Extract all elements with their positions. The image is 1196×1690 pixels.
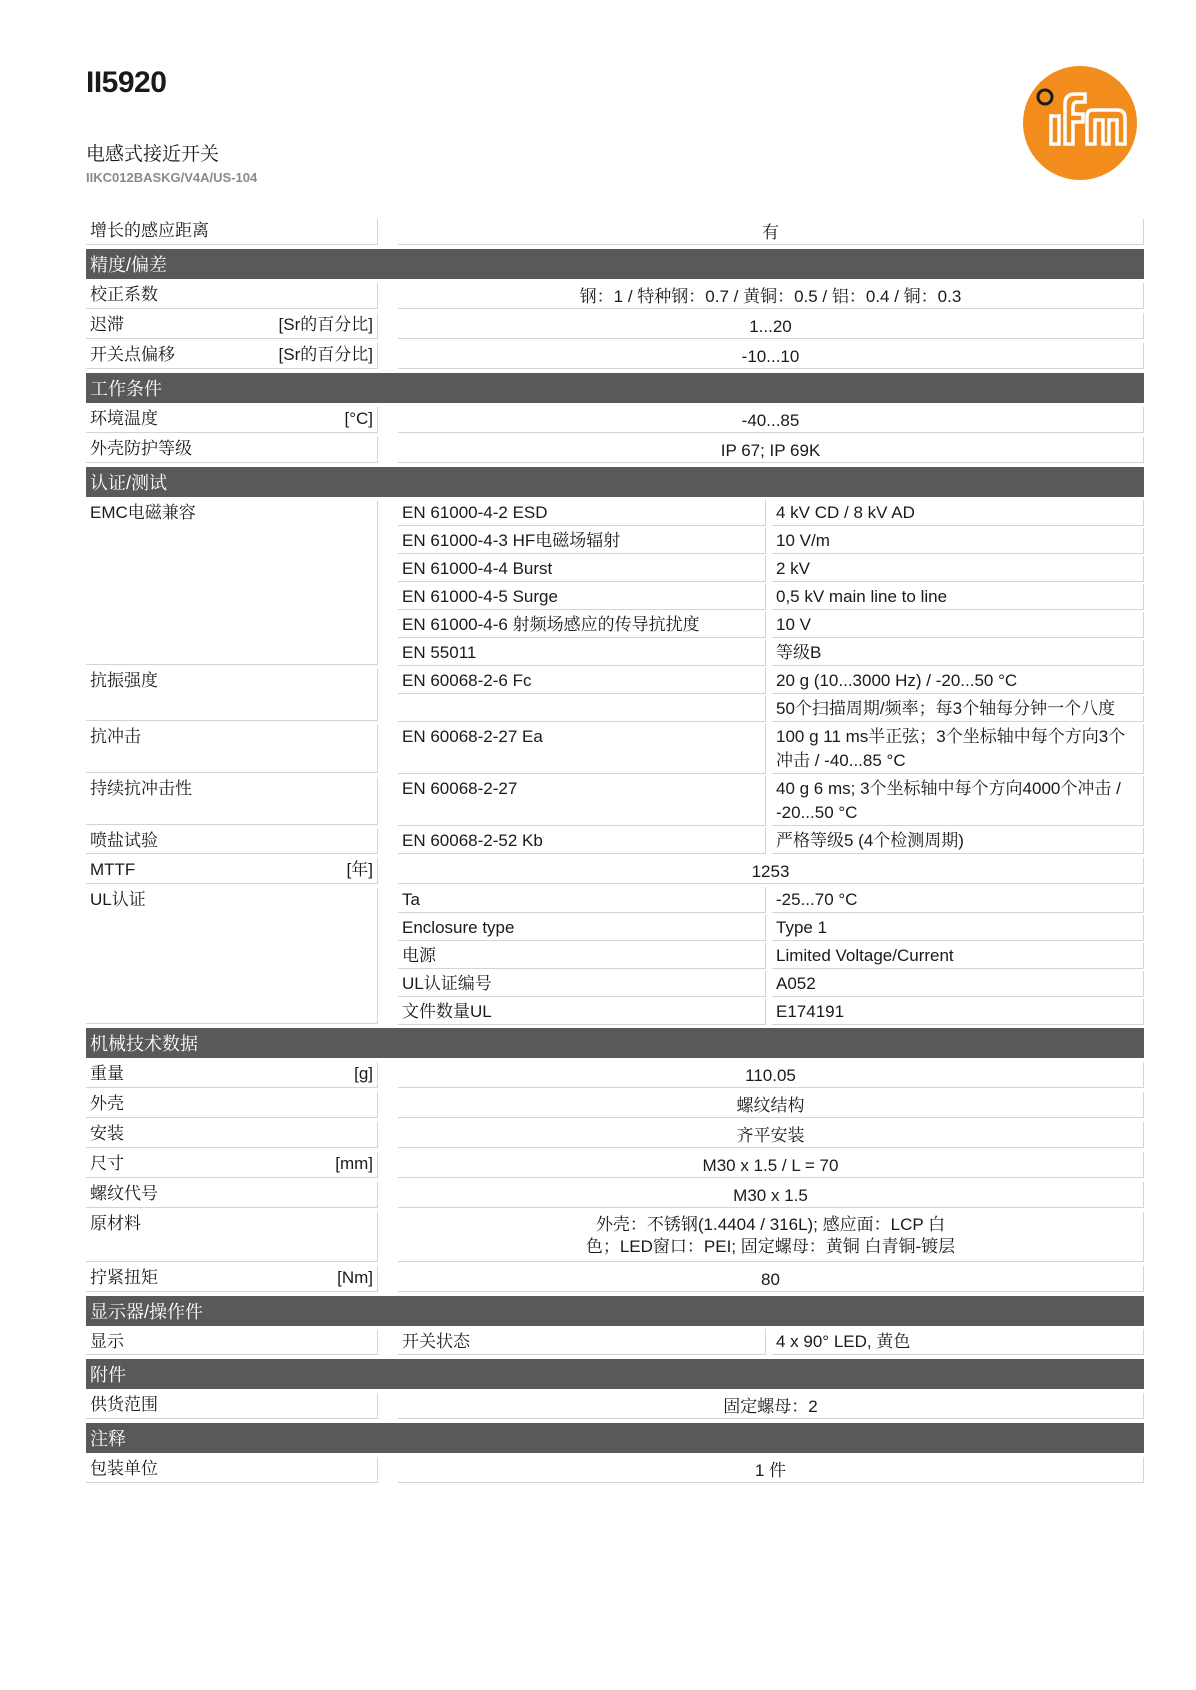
sub-row <box>398 555 1144 583</box>
label-text: MTTF <box>90 860 136 879</box>
spec-group-display <box>86 1328 1144 1357</box>
row-value: -10...10 <box>398 343 1144 369</box>
group-label: UL认证 <box>86 888 378 1024</box>
value-cell: 4 x 90° LED, 黄色 <box>772 1329 1144 1355</box>
spec-table <box>86 217 1144 1485</box>
row-label: 原材料 <box>86 1212 378 1262</box>
value-cell: 2 kV <box>772 556 1144 582</box>
sub-row <box>398 527 1144 555</box>
sub-row <box>398 1328 1144 1356</box>
row-label <box>86 313 378 339</box>
label-text: 环境温度 <box>90 409 158 428</box>
row-value <box>398 1212 1144 1262</box>
row-value: M30 x 1.5 <box>398 1182 1144 1208</box>
spec-row <box>86 1180 1144 1210</box>
label-text: 开关点偏移 <box>90 345 175 364</box>
spec-row <box>86 1120 1144 1150</box>
spec-row <box>86 281 1144 311</box>
value-cell: Type 1 <box>772 915 1144 941</box>
standard-cell: Ta <box>398 887 766 913</box>
standard-cell: 文件数量UL <box>398 999 766 1025</box>
row-label <box>86 1182 378 1208</box>
section-header-mechanical: 机械技术数据 <box>86 1028 1144 1058</box>
unit-text: [年] <box>346 860 373 879</box>
spec-row <box>86 341 1144 371</box>
value-cell: 0,5 kV main line to line <box>772 584 1144 610</box>
row-value: 固定螺母：2 <box>398 1393 1144 1419</box>
spec-row <box>86 1391 1144 1421</box>
material-line: 外壳：不锈钢(1.4404 / 316L); 感应面：LCP 白 <box>595 1215 946 1234</box>
row-value: 1...20 <box>398 313 1144 339</box>
sub-row <box>398 775 1144 827</box>
row-value: 钢：1 / 特种钢：0.7 / 黄铜：0.5 / 铝：0.4 / 铜：0.3 <box>398 283 1144 309</box>
group-label: 抗振强度 <box>86 669 378 721</box>
standard-cell: EN 60068-2-52 Kb <box>398 828 766 854</box>
group-label: 喷盐试验 <box>86 829 378 854</box>
group-cells <box>398 723 1144 775</box>
row-value: IP 67; IP 69K <box>398 437 1144 463</box>
section-header-accessories: 附件 <box>86 1359 1144 1389</box>
standard-cell <box>398 696 766 722</box>
label-text: 外壳 <box>90 1094 124 1113</box>
sub-row <box>398 695 1144 723</box>
standard-cell: EN 60068-2-6 Fc <box>398 668 766 694</box>
value-cell: -25...70 °C <box>772 887 1144 913</box>
label-text: 螺纹代号 <box>90 1184 158 1203</box>
standard-cell: 开关状态 <box>398 1329 766 1355</box>
spec-row-material <box>86 1210 1144 1264</box>
row-value: 有 <box>398 219 1144 245</box>
row-label <box>86 1152 378 1178</box>
unit-text: [Nm] <box>337 1268 373 1287</box>
row-value: M30 x 1.5 / L = 70 <box>398 1152 1144 1178</box>
sub-row <box>398 886 1144 914</box>
group-cells <box>398 775 1144 827</box>
spec-row <box>86 1090 1144 1120</box>
spec-group-salt-spray <box>86 827 1144 856</box>
spec-row <box>86 435 1144 465</box>
section-header-tests: 认证/测试 <box>86 467 1144 497</box>
row-value: 齐平安装 <box>398 1122 1144 1148</box>
row-label <box>86 1122 378 1148</box>
unit-text: [Sr的百分比] <box>278 315 373 334</box>
sub-row <box>398 914 1144 942</box>
value-cell: 50个扫描周期/频率；每3个轴每分钟一个八度 <box>772 696 1144 722</box>
sub-row <box>398 639 1144 667</box>
row-value: 1253 <box>398 858 1144 884</box>
sub-row <box>398 942 1144 970</box>
group-cells <box>398 667 1144 723</box>
standard-cell: EN 61000-4-4 Burst <box>398 556 766 582</box>
spec-row <box>86 856 1144 886</box>
material-line: 色；LED窗口：PEI; 固定螺母：黄铜 白青铜-镀层 <box>585 1237 956 1256</box>
standard-cell: EN 60068-2-27 <box>398 776 766 826</box>
spec-row <box>86 1264 1144 1294</box>
value-cell: 20 g (10...3000 Hz) / -20...50 °C <box>772 668 1144 694</box>
sub-row <box>398 970 1144 998</box>
group-label: 持续抗冲击性 <box>86 777 378 825</box>
label-text: 迟滞 <box>90 315 124 334</box>
standard-cell: 电源 <box>398 943 766 969</box>
value-cell: 等级B <box>772 640 1144 666</box>
standard-cell: Enclosure type <box>398 915 766 941</box>
group-label: 显示 <box>86 1330 378 1355</box>
product-name: 电感式接近开关 <box>86 144 220 165</box>
value-cell: E174191 <box>772 999 1144 1025</box>
row-label: 供货范围 <box>86 1393 378 1419</box>
value-cell: A052 <box>772 971 1144 997</box>
row-label: 增长的感应距离 <box>86 219 378 245</box>
row-label <box>86 1062 378 1088</box>
group-label: EMC电磁兼容 <box>86 501 378 665</box>
row-value: 80 <box>398 1266 1144 1292</box>
value-cell: 10 V <box>772 612 1144 638</box>
spec-group-emc <box>86 499 1144 667</box>
article-code: IIKC012BASKG/V4A/US-104 <box>86 170 258 185</box>
label-text: 拧紧扭矩 <box>90 1268 158 1287</box>
row-value: 螺纹结构 <box>398 1092 1144 1118</box>
unit-text: [mm] <box>335 1154 373 1173</box>
spec-group-continuous-shock <box>86 775 1144 827</box>
spec-row <box>86 311 1144 341</box>
row-label <box>86 407 378 433</box>
label-text: 安装 <box>90 1124 124 1143</box>
group-label: 抗冲击 <box>86 725 378 773</box>
label-text: 重量 <box>90 1064 124 1083</box>
group-cells <box>398 499 1144 667</box>
sub-row <box>398 998 1144 1026</box>
row-value: 1 件 <box>398 1457 1144 1483</box>
spec-row <box>86 1150 1144 1180</box>
value-cell: 10 V/m <box>772 528 1144 554</box>
value-cell: 4 kV CD / 8 kV AD <box>772 500 1144 526</box>
sub-row <box>398 723 1144 775</box>
group-cells <box>398 886 1144 1026</box>
label-text: 外壳防护等级 <box>90 439 192 458</box>
section-header-accuracy: 精度/偏差 <box>86 249 1144 279</box>
spec-group-shock <box>86 723 1144 775</box>
spec-group-ul <box>86 886 1144 1026</box>
spec-row <box>86 1060 1144 1090</box>
value-cell: 40 g 6 ms; 3个坐标轴中每个方向4000个冲击 / -20...50 °C <box>772 776 1144 826</box>
section-header-display: 显示器/操作件 <box>86 1296 1144 1326</box>
value-cell: Limited Voltage/Current <box>772 943 1144 969</box>
sub-row <box>398 611 1144 639</box>
spec-row <box>86 1455 1144 1485</box>
value-cell: 100 g 11 ms半正弦；3个坐标轴中每个方向3个冲击 / -40...85 °C <box>772 724 1144 774</box>
unit-text: [°C] <box>344 409 373 428</box>
sub-row <box>398 667 1144 695</box>
spec-row <box>86 405 1144 435</box>
group-cells <box>398 827 1144 856</box>
product-code: II5920 <box>86 66 167 99</box>
row-label <box>86 1092 378 1118</box>
sub-row <box>398 827 1144 855</box>
row-label <box>86 1266 378 1292</box>
row-label <box>86 437 378 463</box>
group-cells <box>398 1328 1144 1357</box>
standard-cell: UL认证编号 <box>398 971 766 997</box>
row-label <box>86 858 378 884</box>
sub-row <box>398 583 1144 611</box>
value-cell: 严格等级5 (4个检测周期) <box>772 828 1144 854</box>
standard-cell: EN 61000-4-5 Surge <box>398 584 766 610</box>
section-header-operating: 工作条件 <box>86 373 1144 403</box>
page-header <box>86 0 1146 200</box>
spec-group-vibration <box>86 667 1144 723</box>
row-label: 包装单位 <box>86 1457 378 1483</box>
unit-text: [g] <box>354 1064 373 1083</box>
standard-cell: EN 61000-4-2 ESD <box>398 500 766 526</box>
unit-text: [Sr的百分比] <box>278 345 373 364</box>
row-label <box>86 283 378 309</box>
sub-row <box>398 499 1144 527</box>
spec-row <box>86 217 1144 247</box>
standard-cell: EN 55011 <box>398 640 766 666</box>
standard-cell: EN 60068-2-27 Ea <box>398 724 766 774</box>
section-header-remarks: 注释 <box>86 1423 1144 1453</box>
row-value: 110.05 <box>398 1062 1144 1088</box>
row-label <box>86 343 378 369</box>
label-text: 尺寸 <box>90 1154 124 1173</box>
ifm-logo-icon <box>1021 64 1139 182</box>
standard-cell: EN 61000-4-6 射频场感应的传导抗扰度 <box>398 612 766 638</box>
standard-cell: EN 61000-4-3 HF电磁场辐射 <box>398 528 766 554</box>
label-text: 校正系数 <box>90 285 158 304</box>
row-value: -40...85 <box>398 407 1144 433</box>
